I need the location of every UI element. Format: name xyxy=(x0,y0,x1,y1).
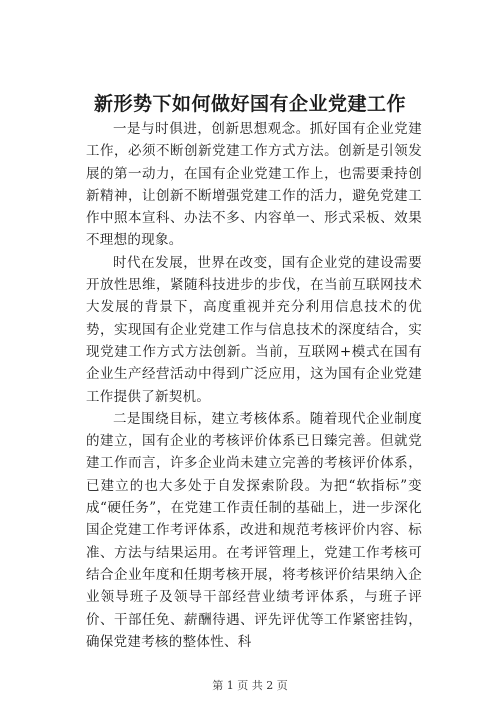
document-title: 新形势下如何做好国有企业党建工作 xyxy=(93,93,406,115)
paragraph-2: 时代在发展，世界在改变，国有企业党的建设需要开放性思维，紧随科技进步的步伐，在当前互联网技术大发展的背景下，高度重视并充分利用信息技术的优势，实现国有企业党建工作与信息技术的深度结合，实现党建工作方式方法创新。当前，互联网+模式在国有企业生产经营活动中得到广泛应用，这为国有企业党建工作提供了新契机。 xyxy=(86,254,422,405)
paragraph-3: 二是围绕目标，建立考核体系。随着现代企业制度的建立，国有企业的考核评价体系已日臻完善。但就党建工作而言，许多企业尚未建立完善的考核评价体系，已建立的也大多处于自发探索阶段。为把“软指标”变成“硬任务”，在党建工作责任制的基础上，进一步深化国企党建工作考评体系，改进和规范考核评价内容、标准、方法与结果运用。在考评管理上，党建工作考核可结合企业年度和任期考核开展，将考核评价结果纳入企业领导班子及领导干部经营业绩考评体系，与班子评价、干部任免、薪酬待遇、评先评优等工作紧密挂钩，确保党建考核的整体性、科 xyxy=(86,410,422,650)
paragraph-1: 一是与时俱进，创新思想观念。抓好国有企业党建工作，必须不断创新党建工作方式方法。创新是引领发展的第一动力，在国有企业党建工作上，也需要秉持创新精神，让创新不断增强党建工作的活力，避免党建工作中照本宣科、办法不多、内容单一、形式采板、效果不理想的现象。 xyxy=(86,121,422,249)
page-footer: 第 1 页 共 2 页 xyxy=(212,679,288,692)
document-body xyxy=(86,118,422,653)
